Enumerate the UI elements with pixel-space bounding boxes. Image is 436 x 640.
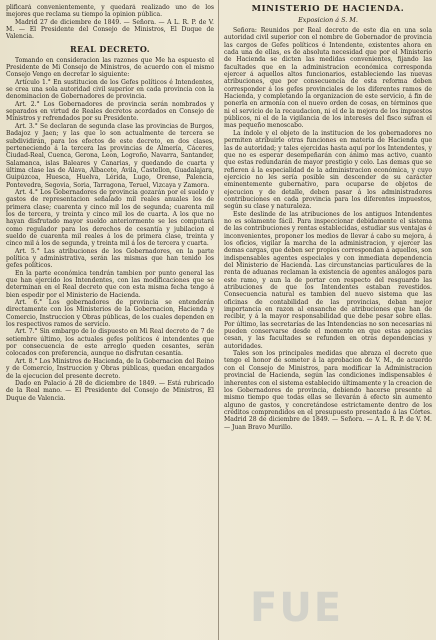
decree-article-1: Artículo 1.° En sustitucion de los Gefes políticos é Intendentes, se crea una sola autoridad civil superior en cada provincia con la denominacion de Gobernadores de provincia. — [6, 78, 214, 101]
ministry-heading: MINISTERIO DE HACIENDA. — [251, 4, 405, 14]
decree-article-3: Art. 3.° Se declaran de segunda clase las provincias de Burgos, Badajoz y Jaen; y las que lo son actualmente de tercera se subdividirán, para los efectos de este decreto, en dos clases, perteneciendo á la tercera las provincias de Almería, Cáceres, Ciudad-Real, Cuenca, Gerona, Leon, Logroño, Navarra, Santander, Salamanca, islas Baleares y Canarias, y quedando de cuarta y última clase las de Alava, Albacete, Avila, Castellon, Guadalajara, Guipúzcoa, Huesca, Huelva, Lérida, Lugo, Orense, Palencia, Pontevedra, Segovia, Soria, Tarragona, Teruel, Vizcaya y Zamora. — [6, 122, 214, 189]
continuation-text: plificará convenientemente, y quedará realizado uno de los mejores que reclama su tiempo la opinion pública. — [6, 4, 214, 19]
decree-article-5: Art. 5.° Las atribuciones de los Gobernadores, en la parte política y administrativa, serán las mismas que han tenido los gefes políticos. — [6, 247, 214, 270]
decree-article-6: Art. 6.° Los gobernadores de provincia se entenderán directamente con los Ministerios de la Gobernacion, Hacienda y Comercio, Instruccion y Obras públicas, de los cuales dependen en los respectivos ramos de servicio. — [6, 299, 214, 329]
decree-article-7: Art. 7.° Sin embargo de lo dispuesto en Mi Real decreto de 7 de setiembre último, los actuales gefes políticos é intendentes que por consecuencia de este arreglo queden cesantes, serán colocados con preferencia, aunque no disfrutan cesantía. — [6, 328, 214, 358]
decree-article-5-cont: En la parte económica tendrán tambien por punto general las que han ejercido los Intendentes, con las modificaciones que se determinan en el Real decreto que con esta misma fecha tengo á bien espedir por el Ministerio de Hacienda. — [6, 269, 214, 299]
decree-article-4: Art. 4.° Los Gobernadores de provincia gozarán por el sueldo y gastos de representacion señalado mil reales anuales los de primera clase; cuarenta y cinco mil los de segunda; cuarenta mil los de tercera, y treinta y cinco mil los de cuarta. A los que no hayan disfrutado mayor sueldo anteriormente se les computará como regulador para los derechos de cesantía y jubilacion el sueldo de cuarenta mil reales á los de primera clase, treinta y cinco mil á los de segunda, y treinta mil á los de tercera y cuarta. — [6, 188, 214, 248]
right-column — [224, 4, 432, 634]
exposition-paragraph-2: La índole y el objeto de la institucion de los gobernadores no permiten atribuirle otras funciones en materia de Hacienda que las de autoridad; y tales ejercidas hasta aquí por los Intendentes, y que no es esperar desempeñarán con ánimo mas activo, cuanto que estas redundarán de mayor prestigio y celo. Las demas que se refieren á la especialidad de la administracion económica, y cuyo ejercicio no les sería posible sin descender de su carácter eminentemente gubernativo, para ocuparse de objetos de ejecucion y de detalle, deben pasar á los administradores contribuciones en cada provincia para los diferentes impuestos, según su clase y naturaleza. — [224, 129, 432, 211]
exposition-subheading: Exposicion á S. M. — [298, 16, 358, 24]
dateline-signature: Madrid 27 de diciembre de 1849. — Señora. — A L. R. P. de V. M. — El Presidente del Consejo de Ministros, El Duque de Valencia. — [6, 18, 214, 41]
decree-signature: Dado en Palacio á 28 de diciembre de 1849. — Está rubricado de la Real mano. — El Presidente del Consejo de Ministros, El Duque de Valencia. — [6, 379, 214, 402]
decree-article-2: Art. 2.° Los Gobernadores de provincia serán nombrados y separados en virtud de Reales decretos acordados en Consejo de Ministros y refrendados por su Presidente. — [6, 100, 214, 123]
decree-heading: REAL DECRETO. — [70, 43, 150, 54]
column-divider — [218, 0, 219, 640]
exposition-paragraph-1: Señora: Reunidos por Real decreto de este dia en una sola autoridad civil superior con el nombre de Gobernador de provincia las cargos de Gefes políticos é Intendente, existentes ahora en cada una de ellas, es de absoluta necesidad que por el Ministerio de Hacienda se dicten las medidas convenientes, fijando las facultades que en la administracion económica corresponda ejercer á aquellos altos funcionarios, estableciendo las nuevas atribuciones, que por consecuencia de esta reforma deben corresponder á los gefes provinciales de los diferentes ramos de Hacienda, y completando la organizacion de este servicio, á fin de ponerla en armonía con el nuevo orden de cosas, en términos que ni el servicio de la recaudacion, ni el de la mejora de los impuestos públicos, ni el de la vigilancia de los intereses del fisco sufran el mas pequeño menoscabo. — [224, 27, 432, 130]
decree-preamble: Tomando en consideracion las razones que Me ha espuesto el Presidente de Mi Consejo de Ministros, de acuerdo con el mismo Consejo Vengo en decretar lo siguiente: — [6, 56, 214, 79]
left-column — [6, 4, 214, 634]
decree-article-8: Art. 8.° Los Ministros de Hacienda, de la Gobernacion del Reino y de Comercio, Instruccion y Obras públicas, quedan encargados de la ejecucion del presente decreto. — [6, 357, 214, 380]
library-watermark: FUE — [250, 585, 344, 631]
exposition-paragraph-3: Este deslinde de las atribuciones de los antiguos Intendentes no es solamente fácil. Para inspeccionar debidamente el sistema de las contribuciones y rentas establecidas, estudiar sus ventajas é inconvenientes, proponer los medios de llevar á cabo su mejora, á los oficios, vigilar la marcha de la administracion, y ejercer las demas cargas, que deben ser propios correspondan á aquellos, son indispensables agentes especiales y con inmediata dependencia del Ministerio de Hacienda. Las circunstancias particulares de la renta de aduanas reclaman la existencia de agentes análogos para este ramo, y aun la de portar con respecto del resguardo las atribuciones de que los Intendentes estaban revestidos. Consecuencia natural es tambien del nuevo sistema que las oficinas de contabilidad de las provincias, deban mejor importancia en razon al ensanche de atribuciones que han de recibir, y á la mayor responsabilidad que debe pesar sobre ellas. Por último, las secretarías de las Intendencias no son necesarias ni pueden conservarse desde el momento en que estas agencias cesan, y las facultades se refunden en otras dependencias y autoridades. — [224, 210, 432, 350]
exposition-paragraph-4: Tales son los principales medidas que abraza el decreto que tengo el honor de someter á la aprobacion de V. M., de acuerdo con el Consejo de Ministros, para modificar la Administracion provincial de Hacienda, según las condiciones indispensables é inherentes con el sistema establecido últimamente y la creacion de los Gobernadores de provincia, debiendo hacerse presente al mismo tiempo que todas ellas se llevarán á efecto sin aumento alguno de gastos, y concretándose estrictamente dentro de los créditos comprendidos en el presupuesto presentado á las Córtes. Madrid 28 de diciembre de 1849. — Señora. — A L. R. P. de V. M. — Juan Bravo Murillo. — [224, 350, 432, 431]
